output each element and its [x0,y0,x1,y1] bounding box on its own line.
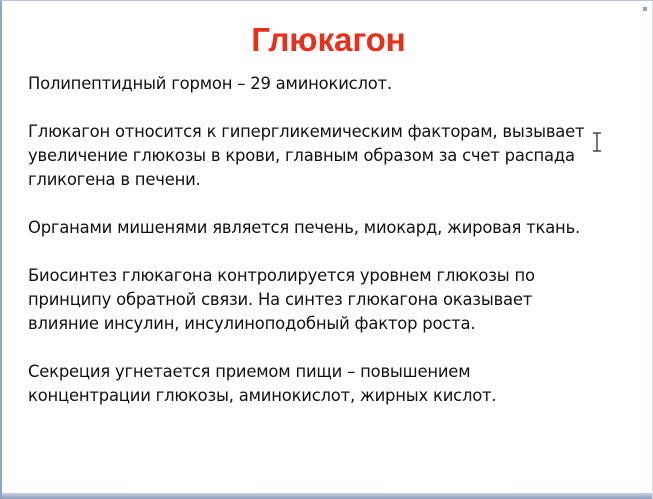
paragraph-line: Глюкагон относится к гипергликемическим факторам, вызывает [28,122,585,141]
paragraph-peptide [28,72,650,96]
slide-title: Глюкагон [251,21,406,58]
slide-body [28,72,650,408]
paragraph-line: концентрации глюкозы, аминокислот, жирных кислот. [28,386,497,405]
paragraph-secretion [28,360,650,408]
paragraph-line: Органами мишенями является печень, миокард, жировая ткань. [28,218,581,237]
paragraph-line: влияние инсулин, инсулиноподобный фактор роста. [28,314,476,333]
paragraph-line: гликогена в печени. [28,170,201,189]
paragraph-line: Биосинтез глюкагона контролируется уровнем глюкозы по [28,266,535,285]
paragraph-line: Полипептидный гормон – 29 аминокислот. [28,74,392,93]
paragraph-targets [28,216,650,240]
paragraph-biosynthesis [28,264,650,336]
paragraph-line: принципу обратной связи. На синтез глюкагона оказывает [28,290,533,309]
corner-marker [643,7,647,11]
bottom-border [2,493,653,499]
paragraph-line: увеличение глюкозы в крови, главным образом за счет распада [28,146,575,165]
text-cursor-icon [591,132,603,152]
paragraph-hyperglycemic [28,120,650,192]
paragraph-line: Секреция угнетается приемом пищи – повышением [28,362,471,381]
